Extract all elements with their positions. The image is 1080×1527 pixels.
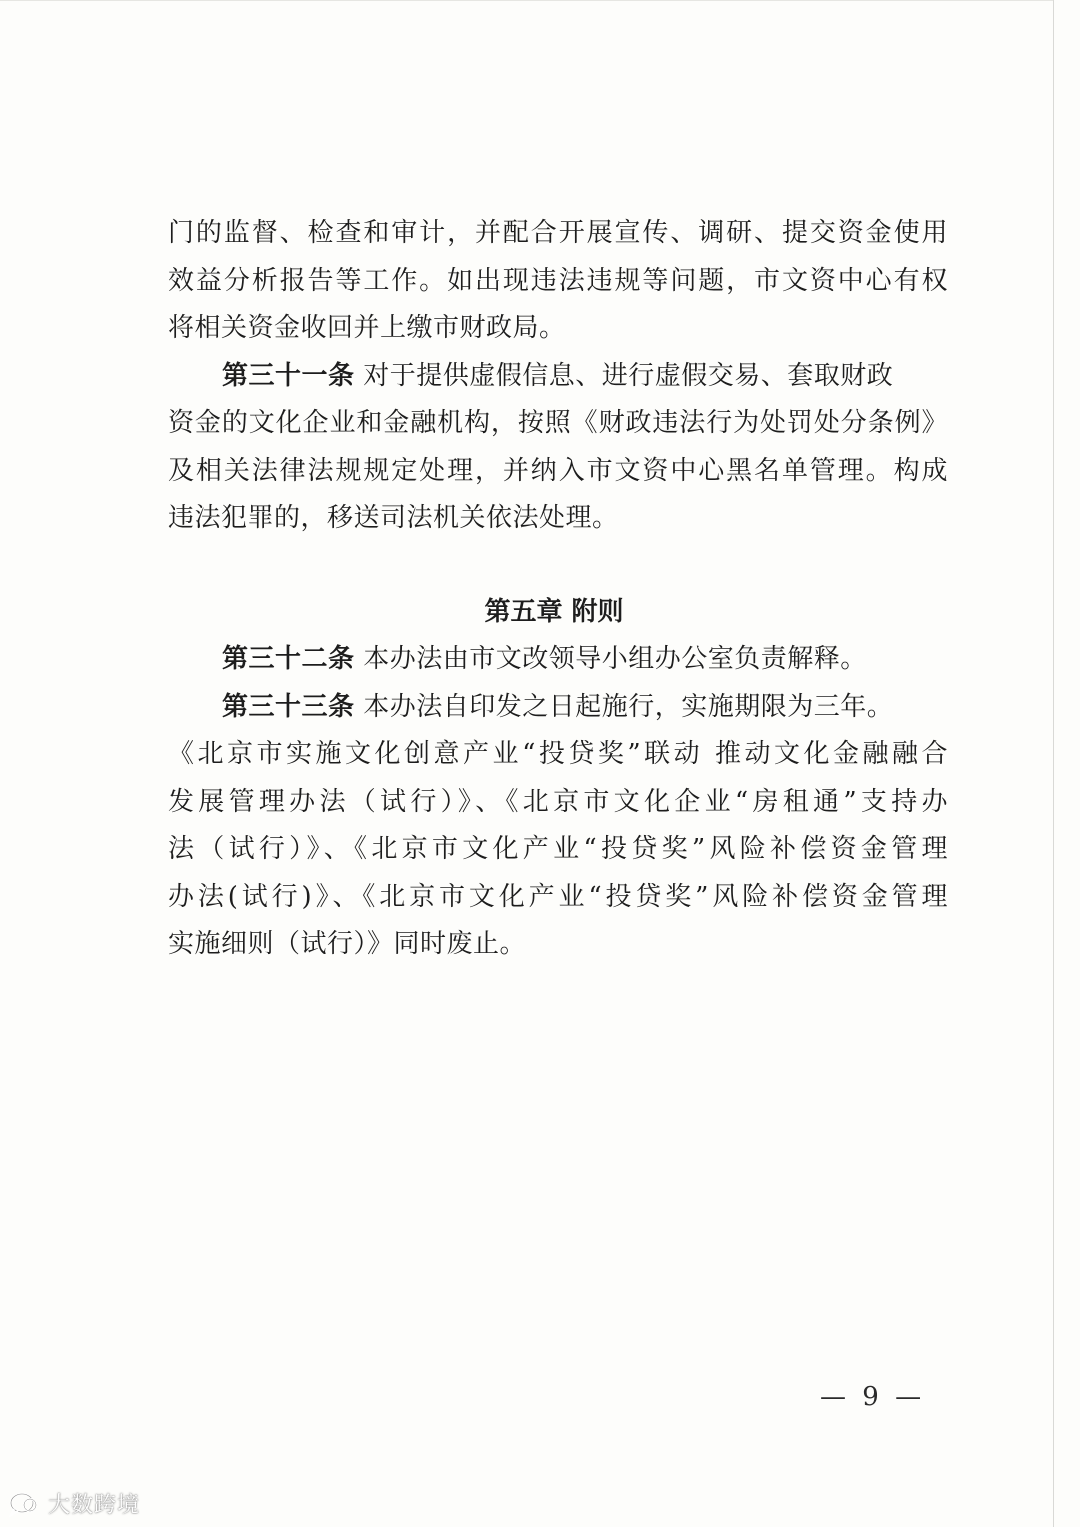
text-line: 及相关法律法规规定处理，并纳入市文资中心黑名单管理。构成 [168, 455, 948, 486]
text-line: 效益分析报告等工作。如出现违法违规等问题，市文资中心有权 [168, 265, 948, 296]
text-line: 资金的文化企业和金融机构，按照《财政违法行为处罚处分条例》 [168, 408, 948, 438]
text-line: 将相关资金收回并上缴市财政局。 [168, 313, 566, 343]
article-label: 第三十三条 [222, 691, 355, 722]
page-edge-top [0, 0, 1054, 1]
article-text: 本办法由市文改领导小组办公室负责解释。 [363, 644, 867, 674]
article-text: 本办法自印发之日起施行，实施期限为三年。 [363, 691, 894, 722]
article-33 [168, 684, 948, 969]
text-line: 法（试行）》、《北京市文化产业“投贷奖”风险补偿资金管理 [168, 834, 948, 864]
text-line: 《北京市实施文化创意产业“投贷奖”联动 推动文化金融融合 [168, 739, 948, 769]
watermark-text: 大数跨境 [48, 1493, 141, 1518]
watermark [8, 1488, 140, 1519]
article-first-line [168, 684, 948, 732]
text-line: 门的监督、检查和审计，并配合开展宣传、调研、提交资金使用 [168, 218, 948, 248]
chapter-title: 第五章 附则 [484, 596, 624, 627]
page-number: — 9 — [820, 1382, 926, 1412]
article-first-line [168, 636, 948, 684]
article-text: 对于提供虚假信息、进行虚假交易、套取财政 [363, 360, 894, 391]
document-body [168, 210, 948, 969]
article-32 [168, 636, 948, 684]
article-label: 第三十一条 [222, 360, 355, 391]
section-gap [168, 543, 948, 589]
page-edge-right [1053, 0, 1054, 1527]
text-line: 发展管理办法（试行）》、《北京市文化企业“房租通”支持办 [168, 786, 948, 817]
article-31 [168, 353, 948, 543]
text-line: 办法(试行)》、《北京市文化产业“投贷奖”风险补偿资金管理 [168, 881, 948, 912]
article-first-line [168, 353, 948, 401]
text-line: 实施细则（试行）》同时废止。 [168, 929, 527, 959]
paragraph-continuation [168, 210, 948, 353]
text-line: 违法犯罪的，移送司法机关依法处理。 [168, 503, 619, 533]
speech-bubble-logo-icon [8, 1491, 42, 1517]
article-label: 第三十二条 [222, 644, 355, 674]
